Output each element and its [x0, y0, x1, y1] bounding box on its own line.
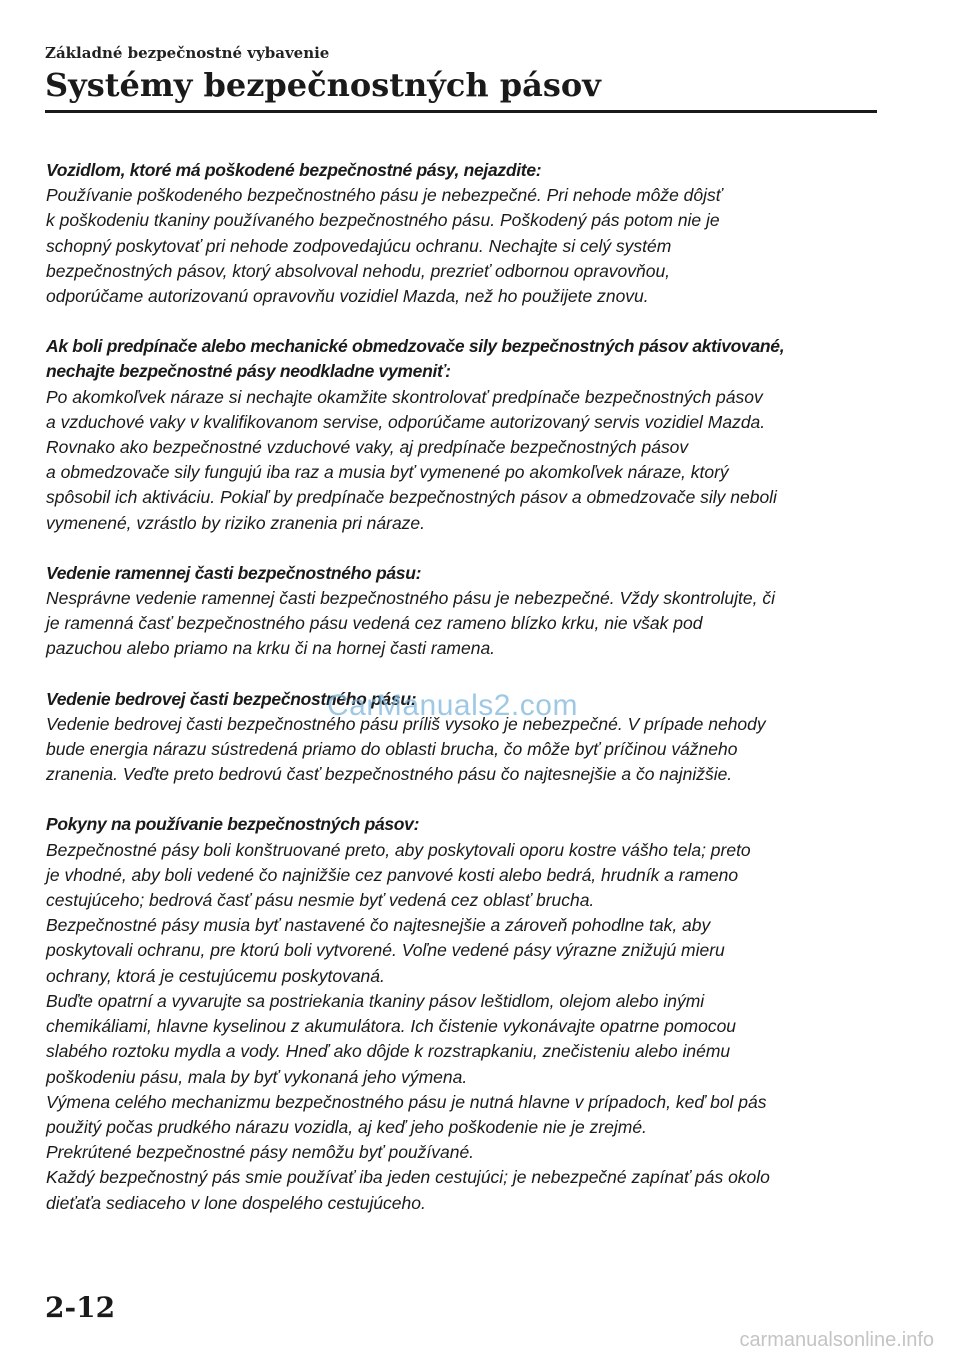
warning-block	[46, 158, 886, 309]
warning-body-line: Po akomkoľvek náraze si nechajte okamžite skontrolovať predpínače bezpečnostných pásov	[46, 386, 763, 407]
warning-body-line: slabého roztoku mydla a vody. Hneď ako dôjde k rozstrapkaniu, znečisteniu alebo inému	[46, 1041, 731, 1062]
warning-body-line: Nesprávne vedenie ramennej časti bezpečnostného pásu je nebezpečné. Vždy skontrolujte, či	[46, 588, 775, 609]
warning-heading-line: Vedenie bedrovej časti bezpečnostného pásu:	[46, 688, 417, 709]
warning-body-line: je ramenná časť bezpečnostného pásu vedená cez rameno blízko krku, nie však pod	[46, 613, 703, 634]
warning-body-line: a obmedzovače sily fungujú iba raz a musia byť vymenené po akomkoľvek náraze, ktorý	[46, 462, 729, 483]
warning-body-line: ochrany, ktorá je cestujúcemu poskytovaná.	[46, 965, 385, 986]
warning-body-line: Používanie poškodeného bezpečnostného pásu je nebezpečné. Pri nehode môže dôjsť	[46, 185, 722, 206]
section-label: Základné bezpečnostné vybavenie	[45, 44, 330, 62]
page-number: 2-12	[45, 1291, 116, 1324]
warning-body-line: bude energia nárazu sústredená priamo do oblasti brucha, čo môže byť príčinou vážneho	[46, 739, 738, 760]
warning-block	[46, 812, 886, 1215]
warning-body-line: použitý počas prudkého nárazu vozidla, aj keď jeho poškodenie nie je zrejmé.	[46, 1116, 647, 1137]
warning-heading-line: Pokyny na používanie bezpečnostných pásov:	[46, 814, 420, 835]
warning-body-line: zranenia. Veďte preto bedrovú časť bezpečnostného pásu čo najtesnejšie a čo najnižšie.	[46, 764, 733, 785]
warning-body-line: pazuchou alebo priamo na krku či na hornej časti ramena.	[46, 638, 496, 659]
page-header	[45, 44, 875, 113]
warning-body-line: Každý bezpečnostný pás smie používať iba jeden cestujúci; je nebezpečné zapínať pás okolo	[46, 1167, 770, 1188]
warning-body-line: Bezpečnostné pásy musia byť nastavené čo najtesnejšie a zároveň pohodlne tak, aby	[46, 915, 711, 936]
warning-body-line: dieťaťa sediaceho v lone dospelého cestujúceho.	[46, 1192, 426, 1213]
warning-heading-line: Ak boli predpínače alebo mechanické obmedzovače sily bezpečnostných pásov aktivované,	[46, 336, 785, 357]
footer-watermark: carmanualsonline.info	[739, 1329, 934, 1351]
warning-heading-line: Vozidlom, ktoré má poškodené bezpečnostné pásy, nejazdite:	[46, 160, 542, 180]
warning-body-line: k poškodeniu tkaniny používaného bezpečnostného pásu. Poškodený pás potom nie je	[46, 210, 720, 231]
warning-body-line: Rovnako ako bezpečnostné vzduchové vaky, aj predpínače bezpečnostných pásov	[46, 437, 689, 458]
warning-block	[46, 561, 886, 662]
warning-body-line: a vzduchové vaky v kvalifikovanom servise, odporúčame autorizovaný servis vozidiel Mazda.	[46, 411, 766, 432]
warning-heading-line: nechajte bezpečnostné pásy neodkladne vymeniť:	[46, 361, 451, 382]
warning-body-line: odporúčame autorizovanú opravovňu vozidiel Mazda, než ho použijete znovu.	[46, 286, 649, 307]
warning-block	[46, 334, 886, 536]
warning-body-line: schopný poskytovať pri nehode zodpovedajúcu ochranu. Nechajte si celý systém	[46, 235, 672, 256]
watermark-carmanuals2: CarManuals2.com	[327, 689, 578, 722]
warning-body-line: spôsobil ich aktiváciu. Pokiaľ by predpínače bezpečnostných pásov a obmedzovače sily neboli	[46, 487, 777, 508]
warning-body-line: Výmena celého mechanizmu bezpečnostného pásu je nutná hlavne v prípadoch, keď bol pás	[46, 1091, 767, 1112]
warning-body-line: je vhodné, aby boli vedené čo najnižšie cez panvové kosti alebo bedrá, hrudník a rameno	[46, 864, 739, 885]
warning-body-line: vymenené, vzrástlo by riziko zranenia pri náraze.	[46, 512, 425, 533]
warning-body-line: chemikáliami, hlavne kyselinou z akumulátora. Ich čistenie vykonávajte opatrne pomocou	[46, 1016, 737, 1037]
warning-body-line: poškodeniu pásu, mala by byť vykonaná jeho výmena.	[46, 1066, 468, 1087]
warning-body-line: Vedenie bedrovej časti bezpečnostného pásu príliš vysoko je nebezpečné. V prípade nehody	[46, 713, 766, 734]
warning-body-line: Buďte opatrní a vyvarujte sa postriekania tkaniny pásov leštidlom, olejom alebo inými	[46, 990, 705, 1011]
warning-body-line: cestujúceho; bedrová časť pásu nesmie byť vedená cez oblasť brucha.	[46, 890, 595, 911]
warning-body-line: bezpečnostných pásov, ktorý absolvoval nehodu, prezrieť odbornou opravovňou,	[46, 260, 671, 281]
warning-body-line: Prekrútené bezpečnostné pásy nemôžu byť používané.	[46, 1142, 475, 1163]
page-title: Systémy bezpečnostných pásov	[45, 66, 601, 104]
warning-body-line: poskytovali ochranu, pre ktorú boli vytvorené. Voľne vedené pásy výrazne znižujú mieru	[46, 940, 725, 961]
warning-heading-line: Vedenie ramennej časti bezpečnostného pásu:	[46, 562, 422, 583]
title-divider	[45, 110, 877, 113]
warning-body-line: Bezpečnostné pásy boli konštruované preto, aby poskytovali oporu kostre vášho tela; preto	[46, 839, 751, 860]
